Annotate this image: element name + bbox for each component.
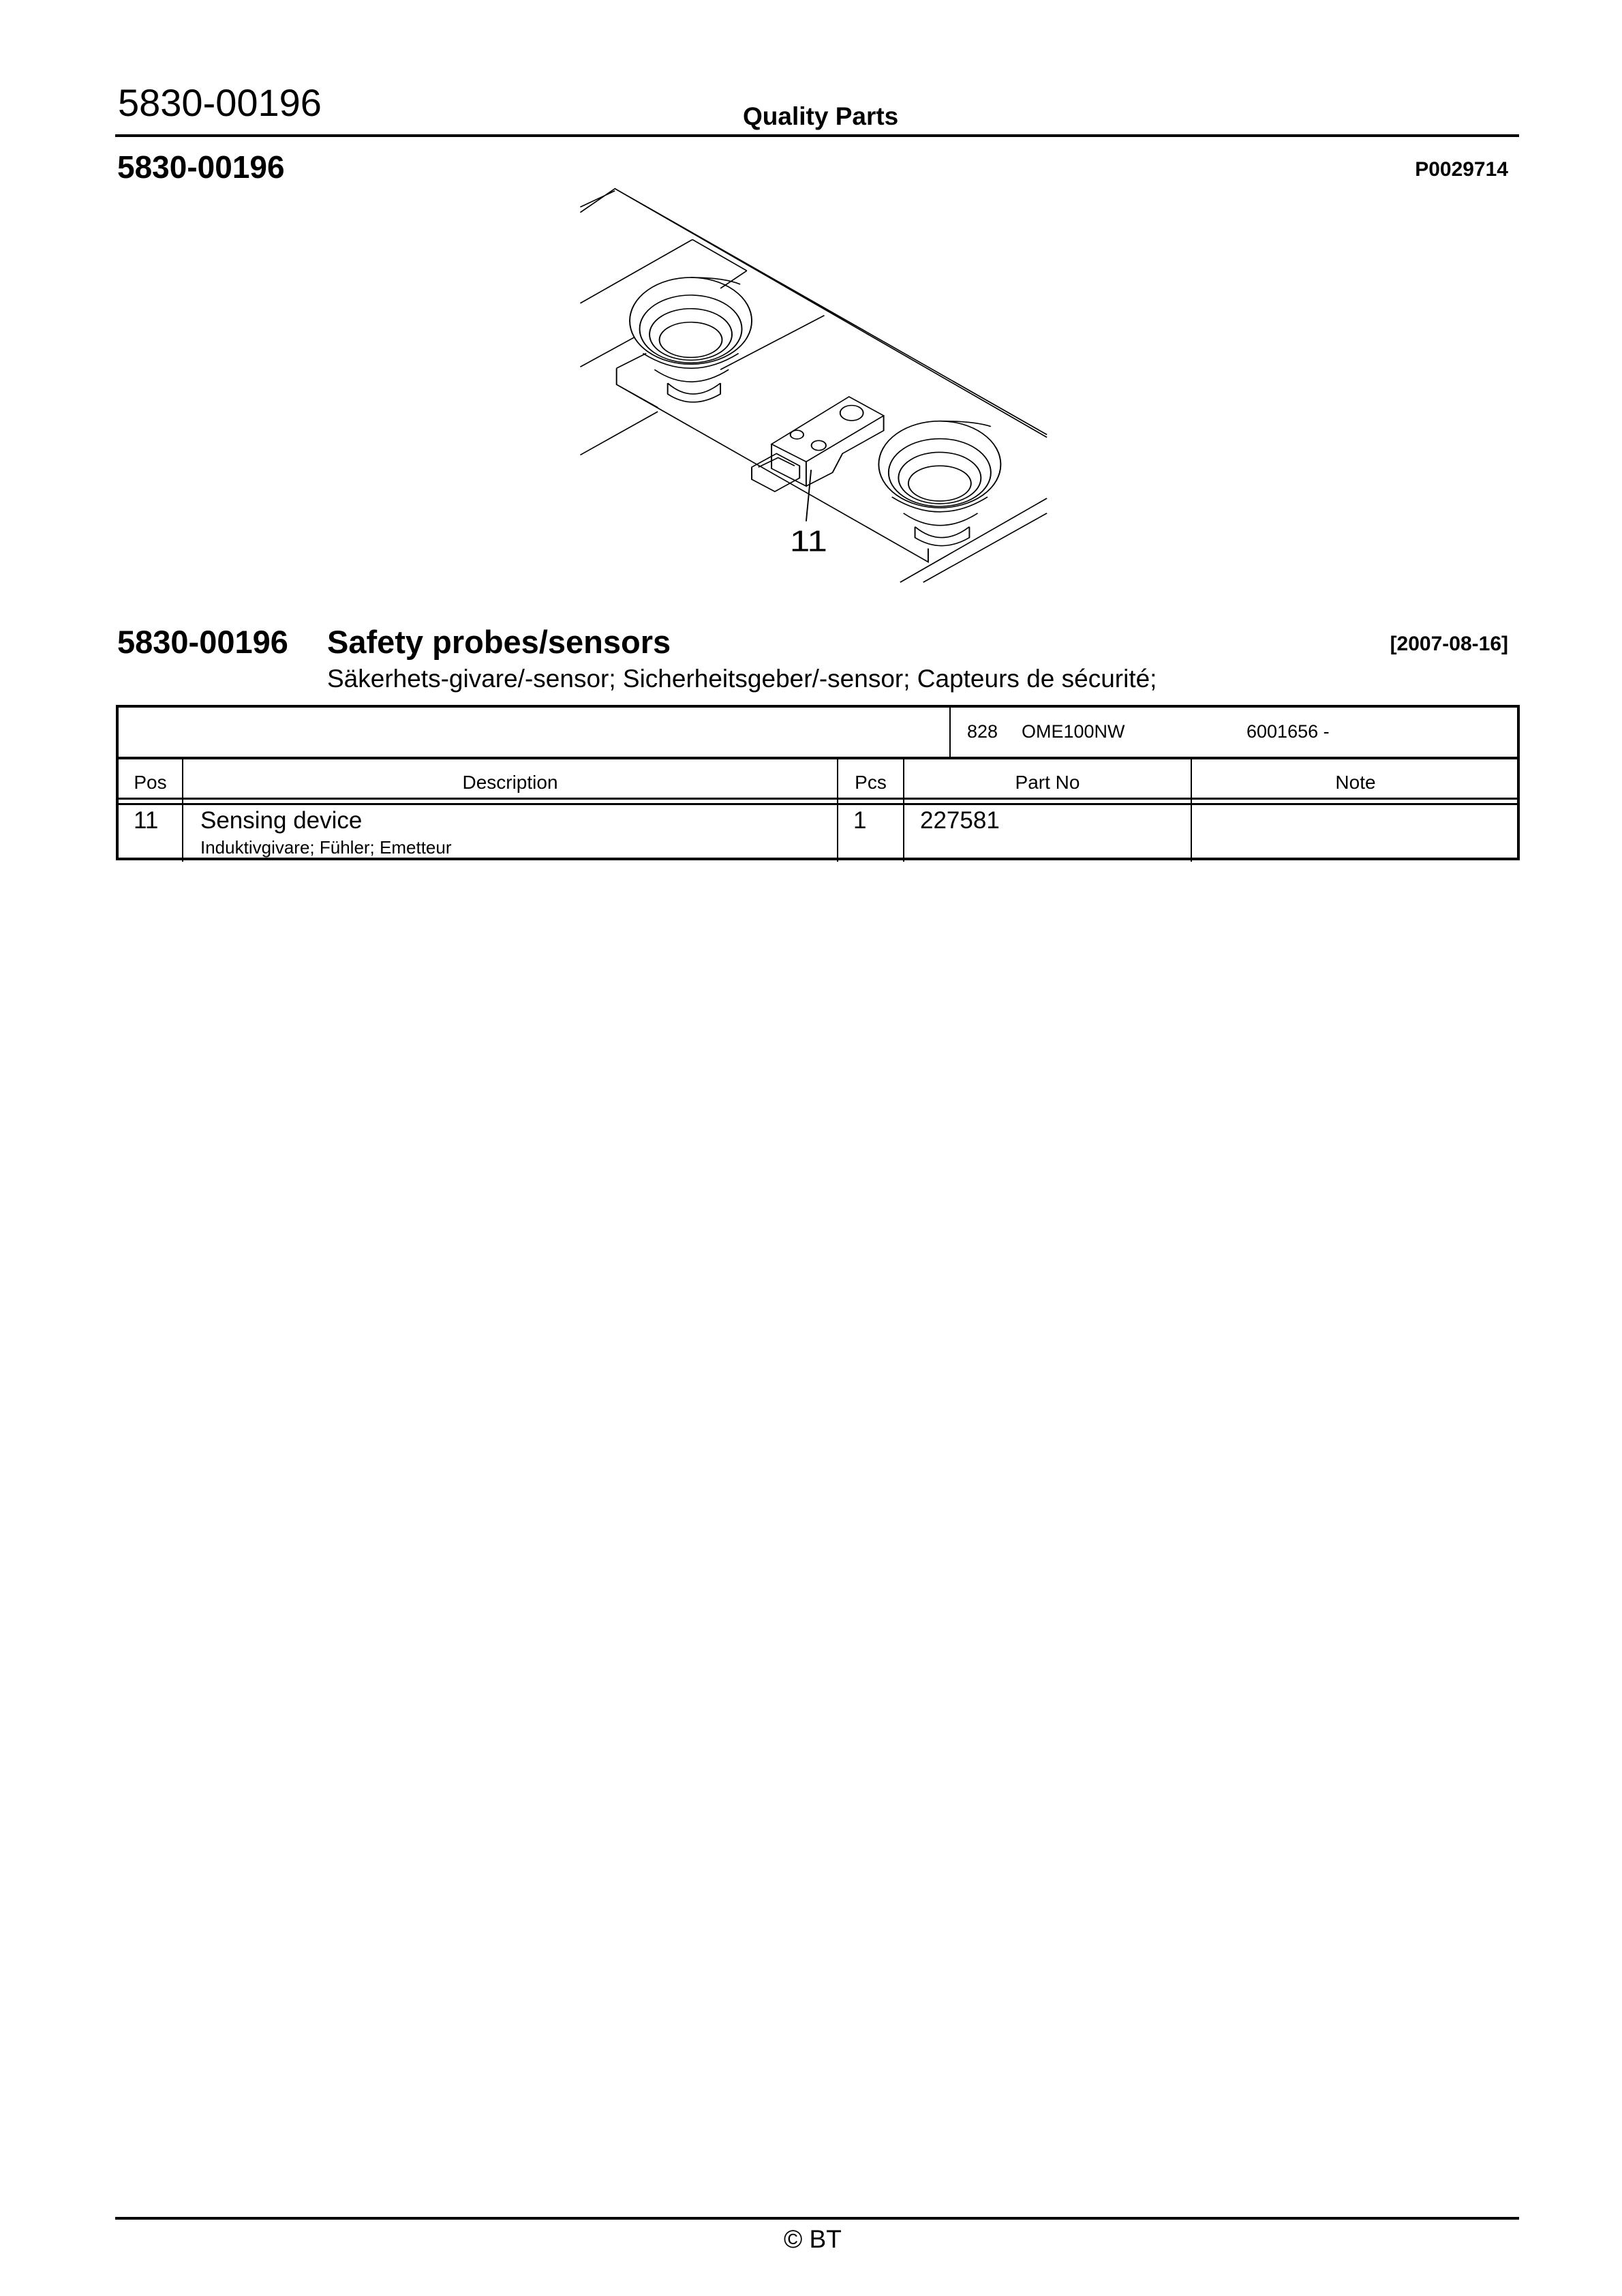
group-date: [2007-08-16] bbox=[1390, 633, 1508, 655]
col-part-no: Part No bbox=[1015, 772, 1080, 793]
model-name: OME100NW bbox=[1022, 721, 1125, 742]
callout-11: 11 bbox=[789, 524, 827, 558]
sensing-device-icon bbox=[752, 397, 884, 522]
col-pos: Pos bbox=[134, 772, 167, 793]
copyright: © BT bbox=[784, 2225, 842, 2253]
divider bbox=[949, 708, 951, 758]
model-number: 828 bbox=[967, 721, 998, 742]
row-pcs: 1 bbox=[853, 807, 867, 834]
parts-table bbox=[116, 705, 1520, 860]
row-translations: Induktivgivare; Fühler; Emetteur bbox=[200, 837, 452, 858]
group-translations: Säkerhets-givare/-sensor; Sicherheitsgeber/-sensor; Capteurs de sécurité; bbox=[327, 665, 1157, 693]
header-rule bbox=[115, 134, 1519, 137]
col-pcs: Pcs bbox=[855, 772, 887, 793]
divider bbox=[119, 798, 1517, 800]
document-number: 5830-00196 bbox=[118, 81, 322, 124]
divider bbox=[119, 803, 1517, 805]
row-part-no: 227581 bbox=[920, 807, 1000, 834]
picture-number: P0029714 bbox=[1415, 158, 1508, 181]
row-pos: 11 bbox=[134, 807, 159, 834]
col-description: Description bbox=[462, 772, 558, 793]
bellows-right-icon bbox=[878, 421, 1000, 546]
parts-illustration bbox=[559, 177, 1070, 600]
divider bbox=[119, 757, 1517, 759]
header-title: Quality Parts bbox=[743, 102, 899, 130]
col-note: Note bbox=[1335, 772, 1376, 793]
row-description: Sensing device bbox=[200, 807, 363, 834]
footer-rule bbox=[115, 2217, 1519, 2220]
bellows-left-icon bbox=[630, 277, 752, 402]
model-serial: 6001656 - bbox=[1246, 721, 1330, 742]
section-code: 5830-00196 bbox=[117, 149, 285, 185]
group-code: 5830-00196 bbox=[117, 624, 288, 660]
group-title: Safety probes/sensors bbox=[327, 624, 671, 660]
